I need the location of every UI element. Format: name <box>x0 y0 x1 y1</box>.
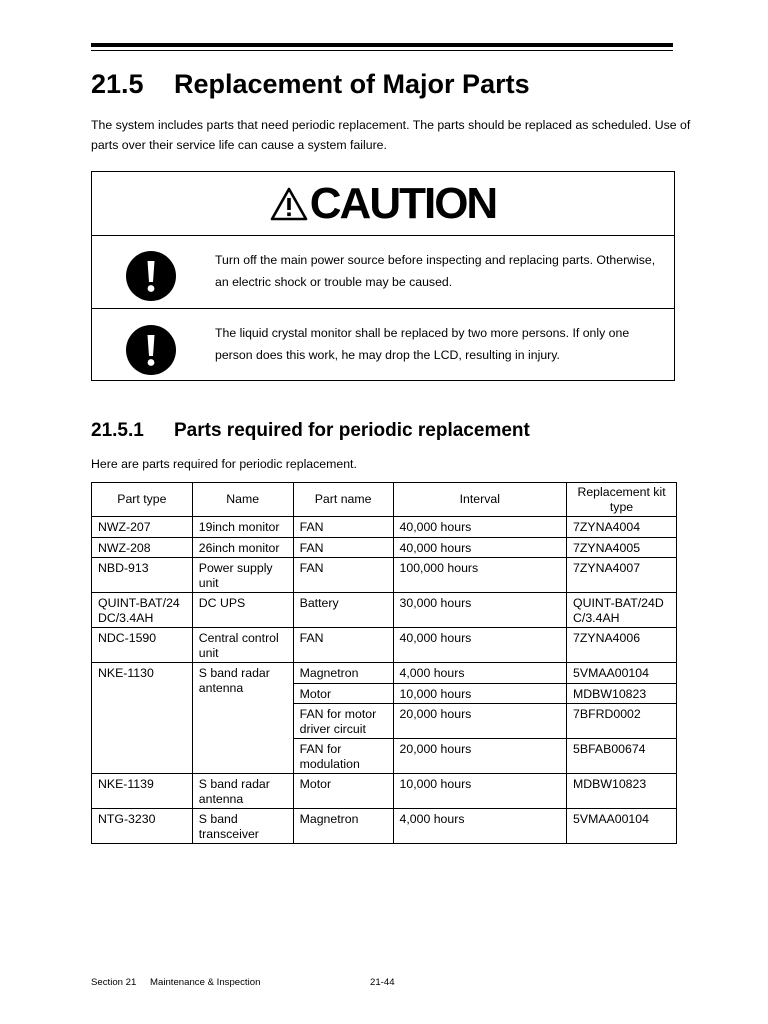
table-row <box>92 517 677 538</box>
table-cell: NKE-1139 <box>92 774 193 809</box>
table-cell: Magnetron <box>293 663 393 684</box>
table-cell: FAN for modulation <box>293 739 393 774</box>
table-cell: S band radar antenna <box>192 663 293 774</box>
table-cell: DC UPS <box>192 593 293 628</box>
caution-note <box>92 236 674 308</box>
caution-note <box>92 308 674 382</box>
table-cell: 10,000 hours <box>393 683 567 704</box>
table-cell: MDBW10823 <box>567 683 677 704</box>
table-cell: NWZ-208 <box>92 537 193 558</box>
column-header: Interval <box>393 483 567 517</box>
column-header: Name <box>192 483 293 517</box>
table-cell: 100,000 hours <box>393 558 567 593</box>
table-cell: QUINT-BAT/24DC/3.4AH <box>92 593 193 628</box>
caution-note-text: Turn off the main power source before inspecting and replacing parts. Otherwise, an electric shock or trouble may be caused. <box>215 253 656 289</box>
table-row <box>92 558 677 593</box>
table-cell: S band transceiver <box>192 809 293 844</box>
table-cell: Magnetron <box>293 809 393 844</box>
table-cell: FAN <box>293 537 393 558</box>
table-cell: MDBW10823 <box>567 774 677 809</box>
table-cell: QUINT-BAT/24DC/3.4AH <box>567 593 677 628</box>
table-row <box>92 774 677 809</box>
table-cell: 7ZYNA4005 <box>567 537 677 558</box>
table-cell: 19inch monitor <box>192 517 293 538</box>
table-cell: NBD-913 <box>92 558 193 593</box>
table-cell: Battery <box>293 593 393 628</box>
table-row <box>92 663 677 684</box>
table-cell: 30,000 hours <box>393 593 567 628</box>
table-cell: 7ZYNA4006 <box>567 628 677 663</box>
column-header: Part type <box>92 483 193 517</box>
parts-table <box>91 482 677 844</box>
table-cell: 7BFRD0002 <box>567 704 677 739</box>
table-cell: FAN <box>293 628 393 663</box>
subsection-number: 21.5.1 <box>91 420 144 441</box>
table-cell: 10,000 hours <box>393 774 567 809</box>
table-cell: FAN <box>293 517 393 538</box>
table-cell: 5VMAA00104 <box>567 809 677 844</box>
table-cell: Motor <box>293 683 393 704</box>
table-header-row <box>92 483 677 517</box>
table-cell: 40,000 hours <box>393 537 567 558</box>
table-cell: 40,000 hours <box>393 628 567 663</box>
table-cell: 20,000 hours <box>393 704 567 739</box>
exclamation-circle-icon <box>125 250 177 307</box>
table-cell: 5VMAA00104 <box>567 663 677 684</box>
subsection-heading: Parts required for periodic replacement <box>174 420 530 441</box>
caution-heading: CAUTION <box>309 178 497 228</box>
column-header: Replacement kit type <box>567 483 677 517</box>
footer-section: Section 21 <box>91 977 137 988</box>
table-cell: FAN for motor driver circuit <box>293 704 393 739</box>
table-cell: FAN <box>293 558 393 593</box>
table-cell: 4,000 hours <box>393 809 567 844</box>
table-cell: NTG-3230 <box>92 809 193 844</box>
table-row <box>92 809 677 844</box>
table-row <box>92 593 677 628</box>
section-number: 21.5 <box>91 69 144 99</box>
table-cell: 4,000 hours <box>393 663 567 684</box>
table-row <box>92 628 677 663</box>
table-row <box>92 537 677 558</box>
table-intro: Here are parts required for periodic replacement. <box>91 457 357 471</box>
table-cell: 7ZYNA4004 <box>567 517 677 538</box>
footer-chapter: Maintenance & Inspection <box>150 977 261 988</box>
table-cell: NWZ-207 <box>92 517 193 538</box>
table-cell: S band radar antenna <box>192 774 293 809</box>
subsection-title <box>91 420 530 442</box>
footer-page-number: 21-44 <box>370 977 395 988</box>
table-cell: 26inch monitor <box>192 537 293 558</box>
warning-triangle-icon <box>270 187 308 221</box>
table-cell: Motor <box>293 774 393 809</box>
table-cell: NDC-1590 <box>92 628 193 663</box>
table-cell: 20,000 hours <box>393 739 567 774</box>
table-cell: Power supply unit <box>192 558 293 593</box>
table-cell: Central control unit <box>192 628 293 663</box>
exclamation-circle-icon <box>125 324 177 381</box>
table-cell: NKE-1130 <box>92 663 193 774</box>
section-heading: Replacement of Major Parts <box>174 69 530 99</box>
table-cell: 5BFAB00674 <box>567 739 677 774</box>
column-header: Part name <box>293 483 393 517</box>
section-intro: The system includes parts that need periodic replacement. The parts should be replaced as scheduled. Use of parts over their service life can cause a system failure. <box>91 118 691 152</box>
table-cell: 40,000 hours <box>393 517 567 538</box>
top-rule <box>91 43 673 51</box>
caution-note-text: The liquid crystal monitor shall be replaced by two more persons. If only one person does this work, he may drop the LCD, resulting in injury. <box>215 326 630 362</box>
caution-box <box>91 171 675 381</box>
section-title <box>91 69 530 100</box>
table-cell: 7ZYNA4007 <box>567 558 677 593</box>
caution-header <box>92 172 674 236</box>
